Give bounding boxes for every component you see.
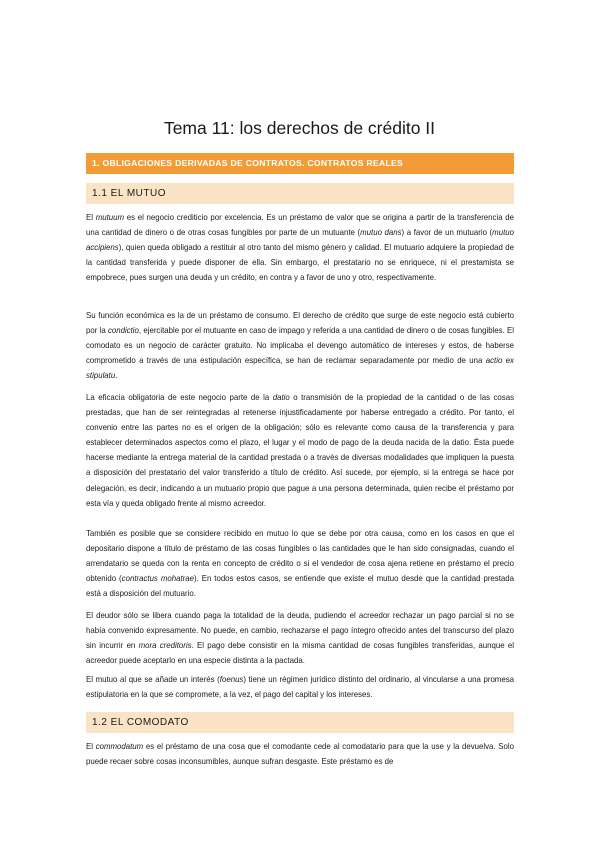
subsection-heading-comodato: 1.2 EL COMODATO <box>86 712 514 733</box>
page-title: Tema 11: los derechos de crédito II <box>163 118 436 138</box>
paragraph: El mutuum es el negocio crediticio por excelencia. Es un préstamo de valor que se origina a partir de la transferencia de una cantidad de dinero o de otras cosas fungibles por parte de un mutuante (mutuo dans) a favor de un mutuario (mutuo accipiens), quien queda obligado a restituir al otro tanto del mismo género y calidad. El mutuario adquiere la propiedad de la cantidad transferida y puede disponer de ella. Sin embargo, el prestatario no se enriquece, ni el prestamista se empobrece, pues surgen una deuda y un crédito, en contra y a favor de uno y otro, respectivamente. <box>86 213 514 283</box>
paragraph: También es posible que se considere recibido en mutuo lo que se debe por otra causa, como en los casos en que el depositario dispone a título de préstamo de las cosas fungibles o las cantidades que le han sido consignadas, cuando el arrendatario se queda con la renta en concepto de crédito o si el vendedor de cosa ajena retiene en préstamo el precio obtenido (contractus mohatrae). En todos estos casos, se entiende que existe el mutuo desde que la cantidad prestada está a disposición del mutuario. <box>86 529 514 599</box>
paragraph: Su función económica es la de un préstamo de consumo. El derecho de crédito que surge de este negocio está cubierto por la condictio, ejercitable por el mutuante en caso de impago y referida a una cantidad de dinero o de cosas fungibles. El comodato es un negocio de carácter gratuito. No implicaba el devengo automático de intereses y estos, de haberse comprometido a través de una estipulación específica, se han de reclamar separadamente por medio de una actio ex stipulatu. <box>86 311 514 381</box>
paragraph: El mutuo al que se añade un interés (foenus) tiene un régimen jurídico distinto del ordinario, al vincularse a una promesa estipulatoria en la que se compromete, a la vez, el pago del capital y los intereses. <box>86 675 514 700</box>
paragraph: El commodatum es el préstamo de una cosa que el comodante cede al comodatario para que la use y la devuelva. Solo puede recaer sobre cosas inconsumibles, aunque sufran desgaste. Este préstamo es de <box>86 742 514 767</box>
paragraph: La eficacia obligatoria de este negocio parte de la datio o transmisión de la propiedad de la cantidad o de las cosas prestadas, que han de ser reintegradas al retenerse injustificadamente por haberse entregado a crédito. Por tanto, el convenio entre las partes no es el origen de la obligación; sólo es relevante como causa de la transferencia y para establecer determinados aspectos como el plazo, el lugar y el modo de pago de la deuda nacida de la datio. Ésta puede hacerse mediante la entrega material de la cantidad prestada o a través de diversas modalidades que impliquen la puesta a disposición del prestatario del valor transferido a título de crédito. Así sucede, por ejemplo, si la entrega se hace por delegación, es decir, indicando a un mutuario propio que pague a una persona determinada, quien recibe el préstamo por esta vía y queda obligado frente al mismo acreedor. <box>86 393 514 508</box>
paragraph: El deudor sólo se libera cuando paga la totalidad de la deuda, pudiendo el acreedor rechazar un pago parcial si no se había convenido expresamente. No puede, en cambio, rechazarse el pago íntegro ofrecido antes del transcurso del plazo sin incurrir en mora creditoris. El pago debe consistir en la misma cantidad de cosas fungibles transferidas, aunque el acreedor puede aceptarlo en una especie distinta a la pactada. <box>86 611 514 666</box>
subsection-heading-mutuo: 1.1 EL MUTUO <box>86 183 514 204</box>
section-heading: 1. OBLIGACIONES DERIVADAS DE CONTRATOS. CONTRATOS REALES <box>86 153 514 174</box>
